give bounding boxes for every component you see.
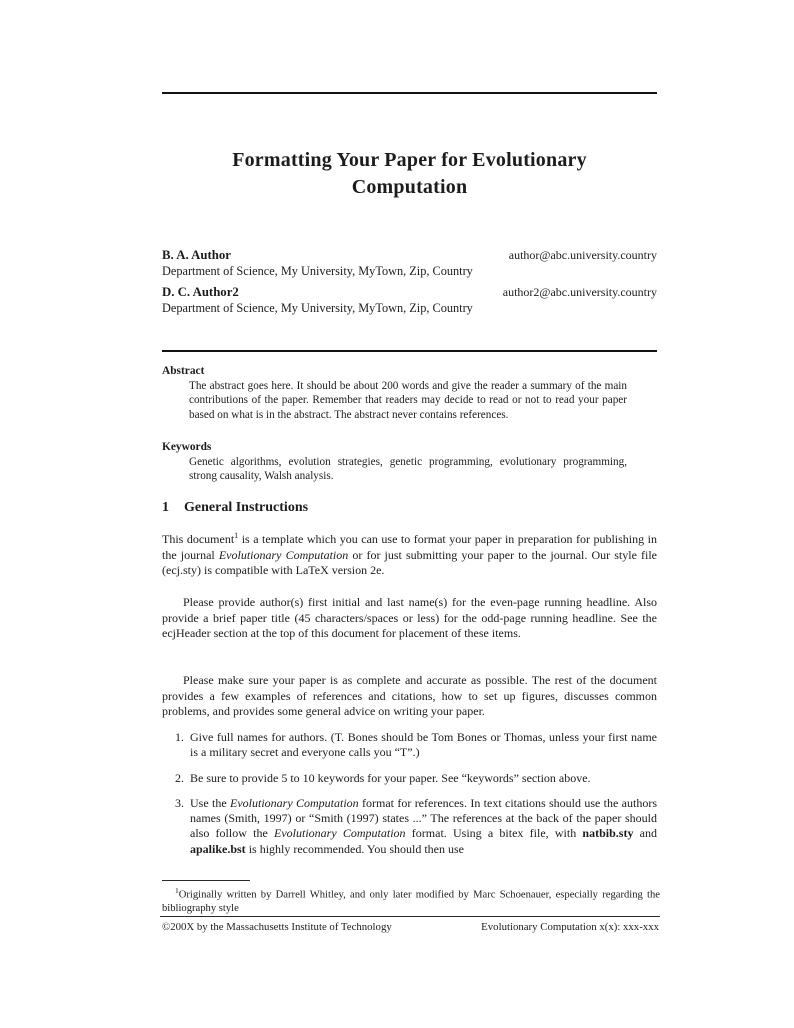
list-item-number: 3.: [175, 795, 184, 810]
paper-title: [162, 147, 657, 201]
list-item-text-segment: is highly recommended. You should then use: [245, 841, 465, 856]
keywords-text: Genetic algorithms, evolution strategies, genetic programming, evolutionary programming, strong causality, Walsh analysis.: [189, 456, 627, 483]
paragraph-1-text: or for just submitting your paper to the journal. Our style file (ecj.sty) is compatible with LaTeX version 2e.: [162, 547, 657, 577]
author-row: [162, 285, 657, 300]
section-heading: [162, 500, 657, 516]
list-item-text-segment: format for references. In text citations should use the authors names (Smith, 1997) or “Smith (1997) states ...” The references at the back of the paper should also follow the: [190, 795, 658, 841]
section-number: 1: [162, 500, 169, 515]
list-item-text: Give full names for authors. (T. Bones should be Tom Bones or Thomas, unless your first name is a military secret and everyone calls you “T”.): [190, 730, 657, 760]
paper-title-line-1: Formatting Your Paper for Evolutionary: [232, 149, 587, 171]
abstract-label: Abstract: [162, 365, 205, 377]
list-item-3: [162, 796, 657, 857]
abstract-rule: [162, 350, 657, 352]
author-name: B. A. Author: [162, 248, 231, 262]
abstract-section: [162, 365, 657, 422]
list-item-number: 2.: [175, 770, 184, 785]
author-name: D. C. Author2: [162, 285, 239, 299]
journal-name-italic: Evolutionary Computation: [230, 795, 359, 810]
footnote: [162, 884, 660, 915]
paragraph-1: [162, 532, 657, 579]
style-file-name: apalike.bst: [190, 841, 246, 856]
footnote-text: Originally written by Darrell Whitley, and only later modified by Marc Schoenauer, especially regarding the bibliography style: [162, 889, 660, 914]
list-item-1: [162, 730, 657, 761]
keywords-section: [162, 441, 657, 484]
footnote-marker: 1: [234, 531, 239, 540]
list-item-text-segment: Use the: [190, 795, 231, 810]
list-item-text-segment: and: [633, 826, 658, 841]
list-item-number: 1.: [175, 730, 184, 744]
author-row: [162, 248, 657, 263]
footer-copyright: ©200X by the Massachusetts Institute of Technology: [162, 921, 392, 933]
keywords-label: Keywords: [162, 441, 212, 453]
footer-journal-info: Evolutionary Computation x(x): xxx-xxx: [481, 921, 659, 933]
header-rule: [162, 92, 657, 94]
author-block: [162, 285, 657, 316]
journal-name-italic: Evolutionary Computation: [218, 547, 349, 562]
list-item-text-segment: format. Using a bitex file, with: [405, 826, 583, 841]
page-footer: [162, 921, 659, 933]
list-item-2: [162, 771, 657, 786]
paragraph-2: Please provide author(s) first initial and last name(s) for the even-page running headline. Also provide a brief paper title (45 characters/spaces or less) for the odd-page running headline. See the ecjHeader section at the top of this document for placement of these items.: [162, 595, 657, 640]
author-email: author2@abc.university.country: [502, 285, 657, 299]
author-block: [162, 248, 657, 279]
footnote-rule: [162, 880, 250, 881]
paper-title-line-2: Computation: [351, 176, 468, 198]
author-block-list: [162, 248, 657, 322]
style-file-name: natbib.sty: [582, 826, 634, 841]
paragraph-1-text: is a template which you can use to format your paper in preparation for publishing in the journal: [162, 532, 657, 562]
abstract-text: The abstract goes here. It should be about 200 words and give the reader a summary of the main contributions of the paper. Remember that readers may decide to read or not to read your paper based on what is in the abstract. The abstract never contains references.: [189, 380, 627, 421]
instruction-list: [162, 730, 657, 867]
footer-rule: [160, 916, 660, 917]
paragraph-1-text: This document: [162, 532, 235, 546]
author-affiliation: Department of Science, My University, MyTown, Zip, Country: [162, 301, 473, 315]
list-item-text: [190, 796, 657, 857]
section-title: General Instructions: [184, 500, 309, 515]
author-affiliation: Department of Science, My University, MyTown, Zip, Country: [162, 264, 473, 278]
journal-name-italic: Evolutionary Computation: [274, 826, 406, 841]
footnote-number: 1: [175, 886, 179, 895]
author-email: author@abc.university.country: [508, 248, 657, 262]
list-item-text: Be sure to provide 5 to 10 keywords for your paper. See “keywords” section above.: [190, 770, 591, 785]
paragraph-3: Please make sure your paper is as complete and accurate as possible. The rest of the document provides a few examples of references and citations, how to set up figures, discusses common problems, and provides some general advice on writing your paper.: [162, 673, 657, 718]
